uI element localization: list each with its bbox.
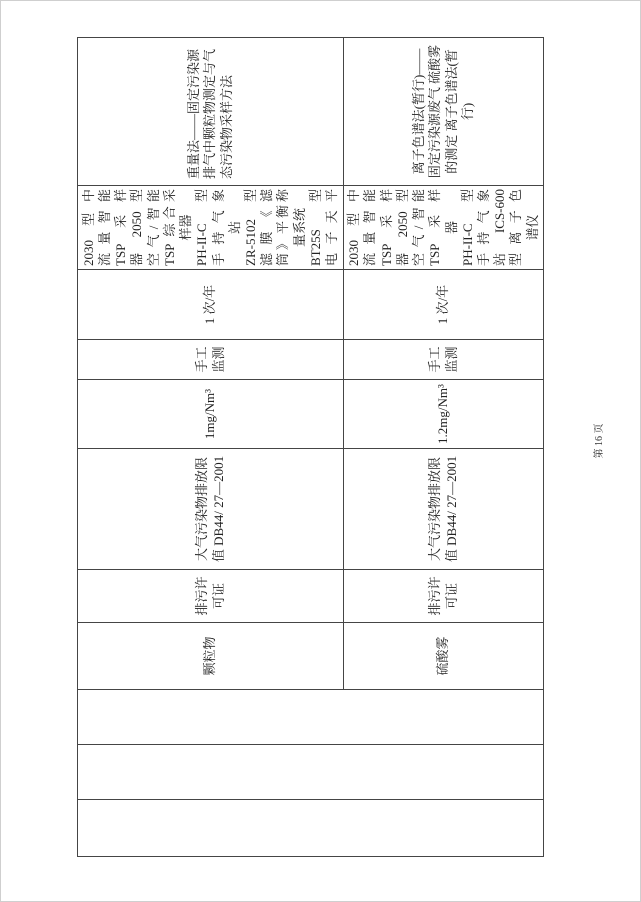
equipment-line: 手持气象 <box>475 189 491 266</box>
analysis-method-line: 的测定 离子色谱法(暂 <box>443 49 459 174</box>
analysis-method-line: 排气中颗粒物测定与气 <box>202 48 218 179</box>
equipment-line: 空气/智能 <box>411 189 427 266</box>
pollutant-cell <box>78 622 344 689</box>
monitoring-table <box>77 37 544 857</box>
equipment-line: BT25S 型 <box>307 189 323 266</box>
analysis-method-cell <box>78 37 344 185</box>
emission-standard-line: 大气污染物排放限 <box>427 457 443 562</box>
analysis-method-line: 态污染物采样方法 <box>218 74 234 179</box>
empty-merged-cell <box>78 799 544 856</box>
equipment-line: 空气/智能 <box>145 189 161 266</box>
equipment-line: 筒》平衡称 <box>275 189 291 266</box>
emission-standard-cell <box>344 448 544 569</box>
equipment-line: 2030 型中 <box>80 189 96 266</box>
analysis-method-line: 固定污染源废气 硫酸雾 <box>427 44 443 179</box>
limit-value-cell <box>344 379 544 448</box>
equipment-line: 流量智能 <box>97 189 113 266</box>
equipment-line: 谱仪 <box>524 214 540 241</box>
emission-standard-line: 值 DB44/ 27—2001 <box>210 455 226 563</box>
equipment-line: 电子天平 <box>323 189 339 266</box>
analysis-method-line: 重量法——固定污染源 <box>186 48 202 179</box>
limit-value: 1.2mg/Nm³ <box>435 384 451 444</box>
page-number: 第 16 页 <box>594 423 605 459</box>
permit-basis-line: 排污许 <box>427 576 443 616</box>
analysis-method-line: 行) <box>459 102 475 121</box>
monitoring-mode-line: 手工 <box>194 346 210 373</box>
equipment-line: PH-II-C 型 <box>459 189 475 266</box>
frequency-cell <box>344 269 544 339</box>
equipment-line: TSP 采样 <box>113 189 129 266</box>
permit-basis-cell <box>344 569 544 622</box>
monitoring-mode-cell <box>78 339 344 379</box>
permit-basis-line: 排污许 <box>194 576 210 616</box>
limit-value-cell <box>78 379 344 448</box>
frequency-value: 1 次/年 <box>435 284 451 325</box>
equipment-line: 2030 型中 <box>346 189 362 266</box>
equipment-line: 器 <box>443 221 459 235</box>
equipment-line: 流量智能 <box>362 189 378 266</box>
equipment-line: ZR-5102 型 <box>242 189 258 266</box>
emission-standard-line: 值 DB44/ 27—2001 <box>443 455 459 563</box>
equipment-line: 器 2050 型 <box>394 189 410 266</box>
equipment-cell <box>78 185 344 269</box>
permit-basis-line: 可证 <box>443 583 459 610</box>
limit-value: 1mg/Nm³ <box>202 388 218 440</box>
equipment-line: TSP 综合采 <box>161 189 177 266</box>
equipment-line: 型离子色 <box>508 189 524 266</box>
emission-standard-line: 大气污染物排放限 <box>194 457 210 562</box>
equipment-line: TSP 采样 <box>427 189 443 266</box>
empty-merged-cell <box>78 744 544 799</box>
frequency-value: 1 次/年 <box>202 284 218 325</box>
monitoring-mode-line: 监测 <box>443 346 459 373</box>
emission-standard-cell <box>78 448 344 569</box>
equipment-line: 滤膜《滤 <box>259 189 275 266</box>
equipment-line: 样器 <box>178 214 194 241</box>
equipment-line: 站 <box>226 221 242 235</box>
equipment-line: 量系统 <box>291 208 307 248</box>
permit-basis-line: 可证 <box>210 583 226 610</box>
pollutant-name: 颗粒物 <box>202 636 218 676</box>
analysis-method-line: 离子色谱法(暂行)—— <box>411 48 427 175</box>
equipment-line: 手持气象 <box>210 189 226 266</box>
equipment-cell <box>344 185 544 269</box>
monitoring-mode-cell <box>344 339 544 379</box>
empty-merged-cell <box>78 689 544 744</box>
frequency-cell <box>78 269 344 339</box>
analysis-method-cell <box>344 37 544 185</box>
equipment-line: TSP 采样 <box>378 189 394 266</box>
pollutant-cell <box>344 622 544 689</box>
equipment-line: PH-II-C 型 <box>194 189 210 266</box>
permit-basis-cell <box>78 569 344 622</box>
equipment-line: 站 ICS-600 <box>492 189 508 266</box>
equipment-line: 器 2050 型 <box>129 189 145 266</box>
pollutant-name: 硫酸雾 <box>435 636 451 676</box>
monitoring-mode-line: 手工 <box>427 346 443 373</box>
monitoring-mode-line: 监测 <box>210 346 226 373</box>
